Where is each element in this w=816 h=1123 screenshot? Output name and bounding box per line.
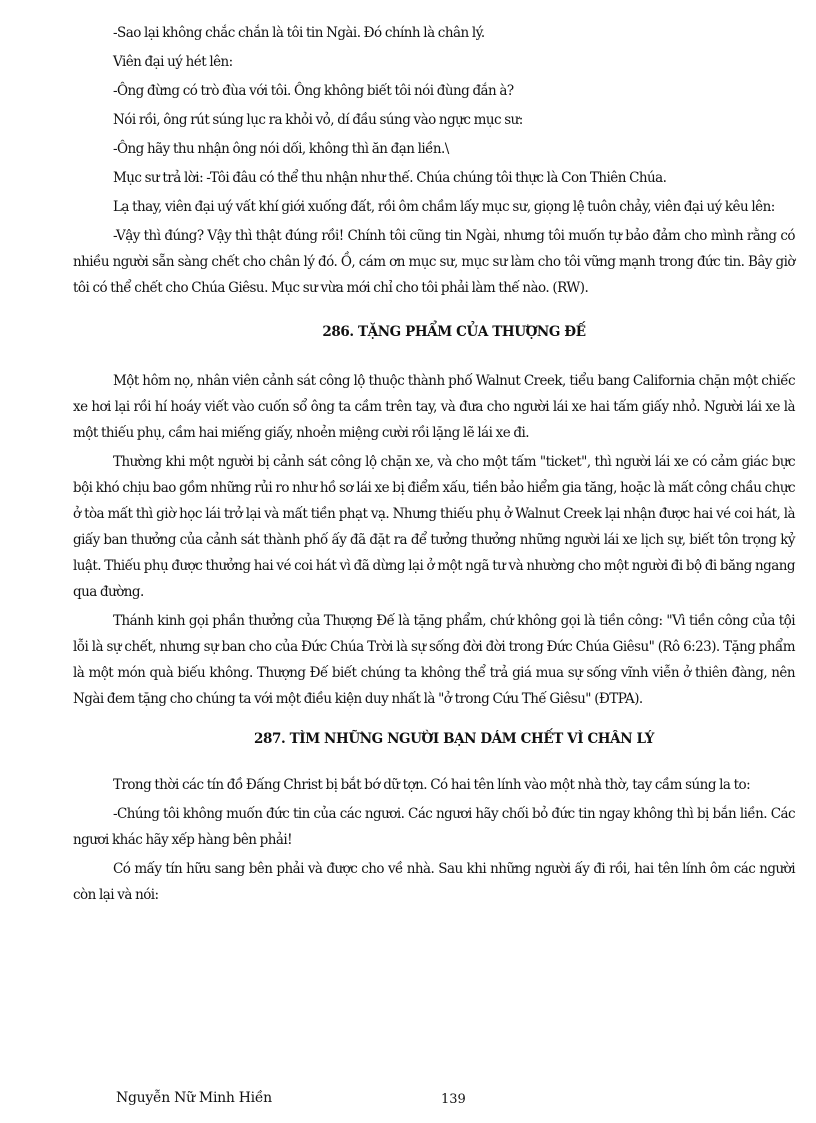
paragraph: Một hôm nọ, nhân viên cảnh sát công lộ thuộc thành phố Walnut Creek, tiểu bang California chặn một chiếc xe hơi lại rồi hí hoáy viết vào cuốn sổ ông ta cầm trên tay, và đưa cho người lái xe hai tấm giấy nhỏ. Người lái xe là một thiếu phụ, cầm hai miếng giấy, nhoẻn miệng cười rồi lặng lẽ lái xe đi. — [73, 373, 795, 441]
paragraph: Thường khi một người bị cảnh sát công lộ chặn xe, và cho một tấm "ticket", thì người lái xe có cảm giác bực bội khó chịu bao gồm những rủi ro như hồ sơ lái xe bị điểm xấu, tiền bảo hiểm gia tăng, hoặc là mất công chầu chực ở tòa mất thì giờ học lái trở lại và mất tiền phạt vạ. Nhưng thiếu phụ ở Walnut Creek lại nhận được hai vé coi hát, là giấy ban thưởng của cảnh sát thành phố ấy đã đặt ra để tưởng thưởng những người lái xe lịch sự, biết tôn trọng kỷ luật. Thiếu phụ được thưởng hai vé coi hát vì đã dừng lại ở một ngã tư và nhường cho một người đi bộ đi băng ngang qua đường. — [73, 454, 795, 600]
paragraph: -Ông hãy thu nhận ông nói dối, không thì ăn đạn liền.\ — [113, 141, 449, 157]
paragraph: -Sao lại không chắc chắn là tôi tin Ngài. Đó chính là chân lý. — [113, 25, 485, 41]
page-number: 139 — [441, 1092, 466, 1107]
paragraph: Trong thời các tín đồ Đấng Christ bị bắt bớ dữ tợn. Có hai tên lính vào một nhà thờ, tay cầm súng la to: — [113, 777, 751, 793]
paragraph: Nói rồi, ông rút súng lục ra khỏi vỏ, dí đầu súng vào ngực mục sư: — [113, 112, 523, 128]
paragraph: Thánh kinh gọi phần thưởng của Thượng Đế là tặng phẩm, chứ không gọi là tiền công: "Vì tiền công của tội lỗi là sự chết, nhưng sự ban cho của Đức Chúa Trời là sự sống đời đời trong Đức Chúa Giêsu" (Rô 6:23). Tặng phẩm là một món quà biếu không. Thượng Đế biết chúng ta không thể trả giá mua sự sống vĩnh viễn ở thiên đàng, nên Ngài đem tặng cho chúng ta với một điều kiện duy nhất là "ở trong Cứu Thế Giêsu" (ĐTPA). — [73, 613, 795, 707]
paragraph: Lạ thay, viên đại uý vất khí giới xuống đất, rồi ôm chầm lấy mục sư, giọng lệ tuôn chảy, viên đại uý kêu lên: — [113, 199, 775, 215]
paragraph: Có mấy tín hữu sang bên phải và được cho về nhà. Sau khi những người ấy đi rồi, hai tên lính ôm các người còn lại và nói: — [73, 861, 795, 903]
paragraph: -Vậy thì đúng? Vậy thì thật đúng rồi! Chính tôi cũng tin Ngài, nhưng tôi muốn tự bảo đảm cho mình rằng có nhiều người sẵn sàng chết cho chân lý đó. Ồ, cám ơn mục sư, mục sư làm cho tôi vững mạnh trong đức tin. Bây giờ tôi có thể chết cho Chúa Giêsu. Mục sư vừa mới chỉ cho tôi phải làm thế nào. (RW). — [73, 228, 795, 296]
paragraph: -Chúng tôi không muốn đức tin của các ngươi. Các ngươi hãy chối bỏ đức tin ngay không thì bị bắn liền. Các ngươi khác hãy xếp hàng bên phải! — [73, 806, 795, 848]
section-heading-287: 287. TÌM NHỮNG NGƯỜI BẠN DÁM CHẾT VÌ CHÂN LÝ — [254, 731, 654, 747]
paragraph: Viên đại uý hét lên: — [113, 54, 233, 70]
paragraph: -Ông đừng có trò đùa với tôi. Ông không biết tôi nói đùng đắn à? — [113, 83, 514, 99]
footer-author: Nguyễn Nữ Minh Hiền — [116, 1090, 272, 1106]
section-heading-286: 286. TẶNG PHẨM CỦA THƯỢNG ĐẾ — [322, 324, 586, 340]
paragraph: Mục sư trả lời: -Tôi đâu có thể thu nhận như thế. Chúa chúng tôi thực là Con Thiên Chúa. — [113, 170, 667, 186]
page-body — [73, 20, 795, 911]
